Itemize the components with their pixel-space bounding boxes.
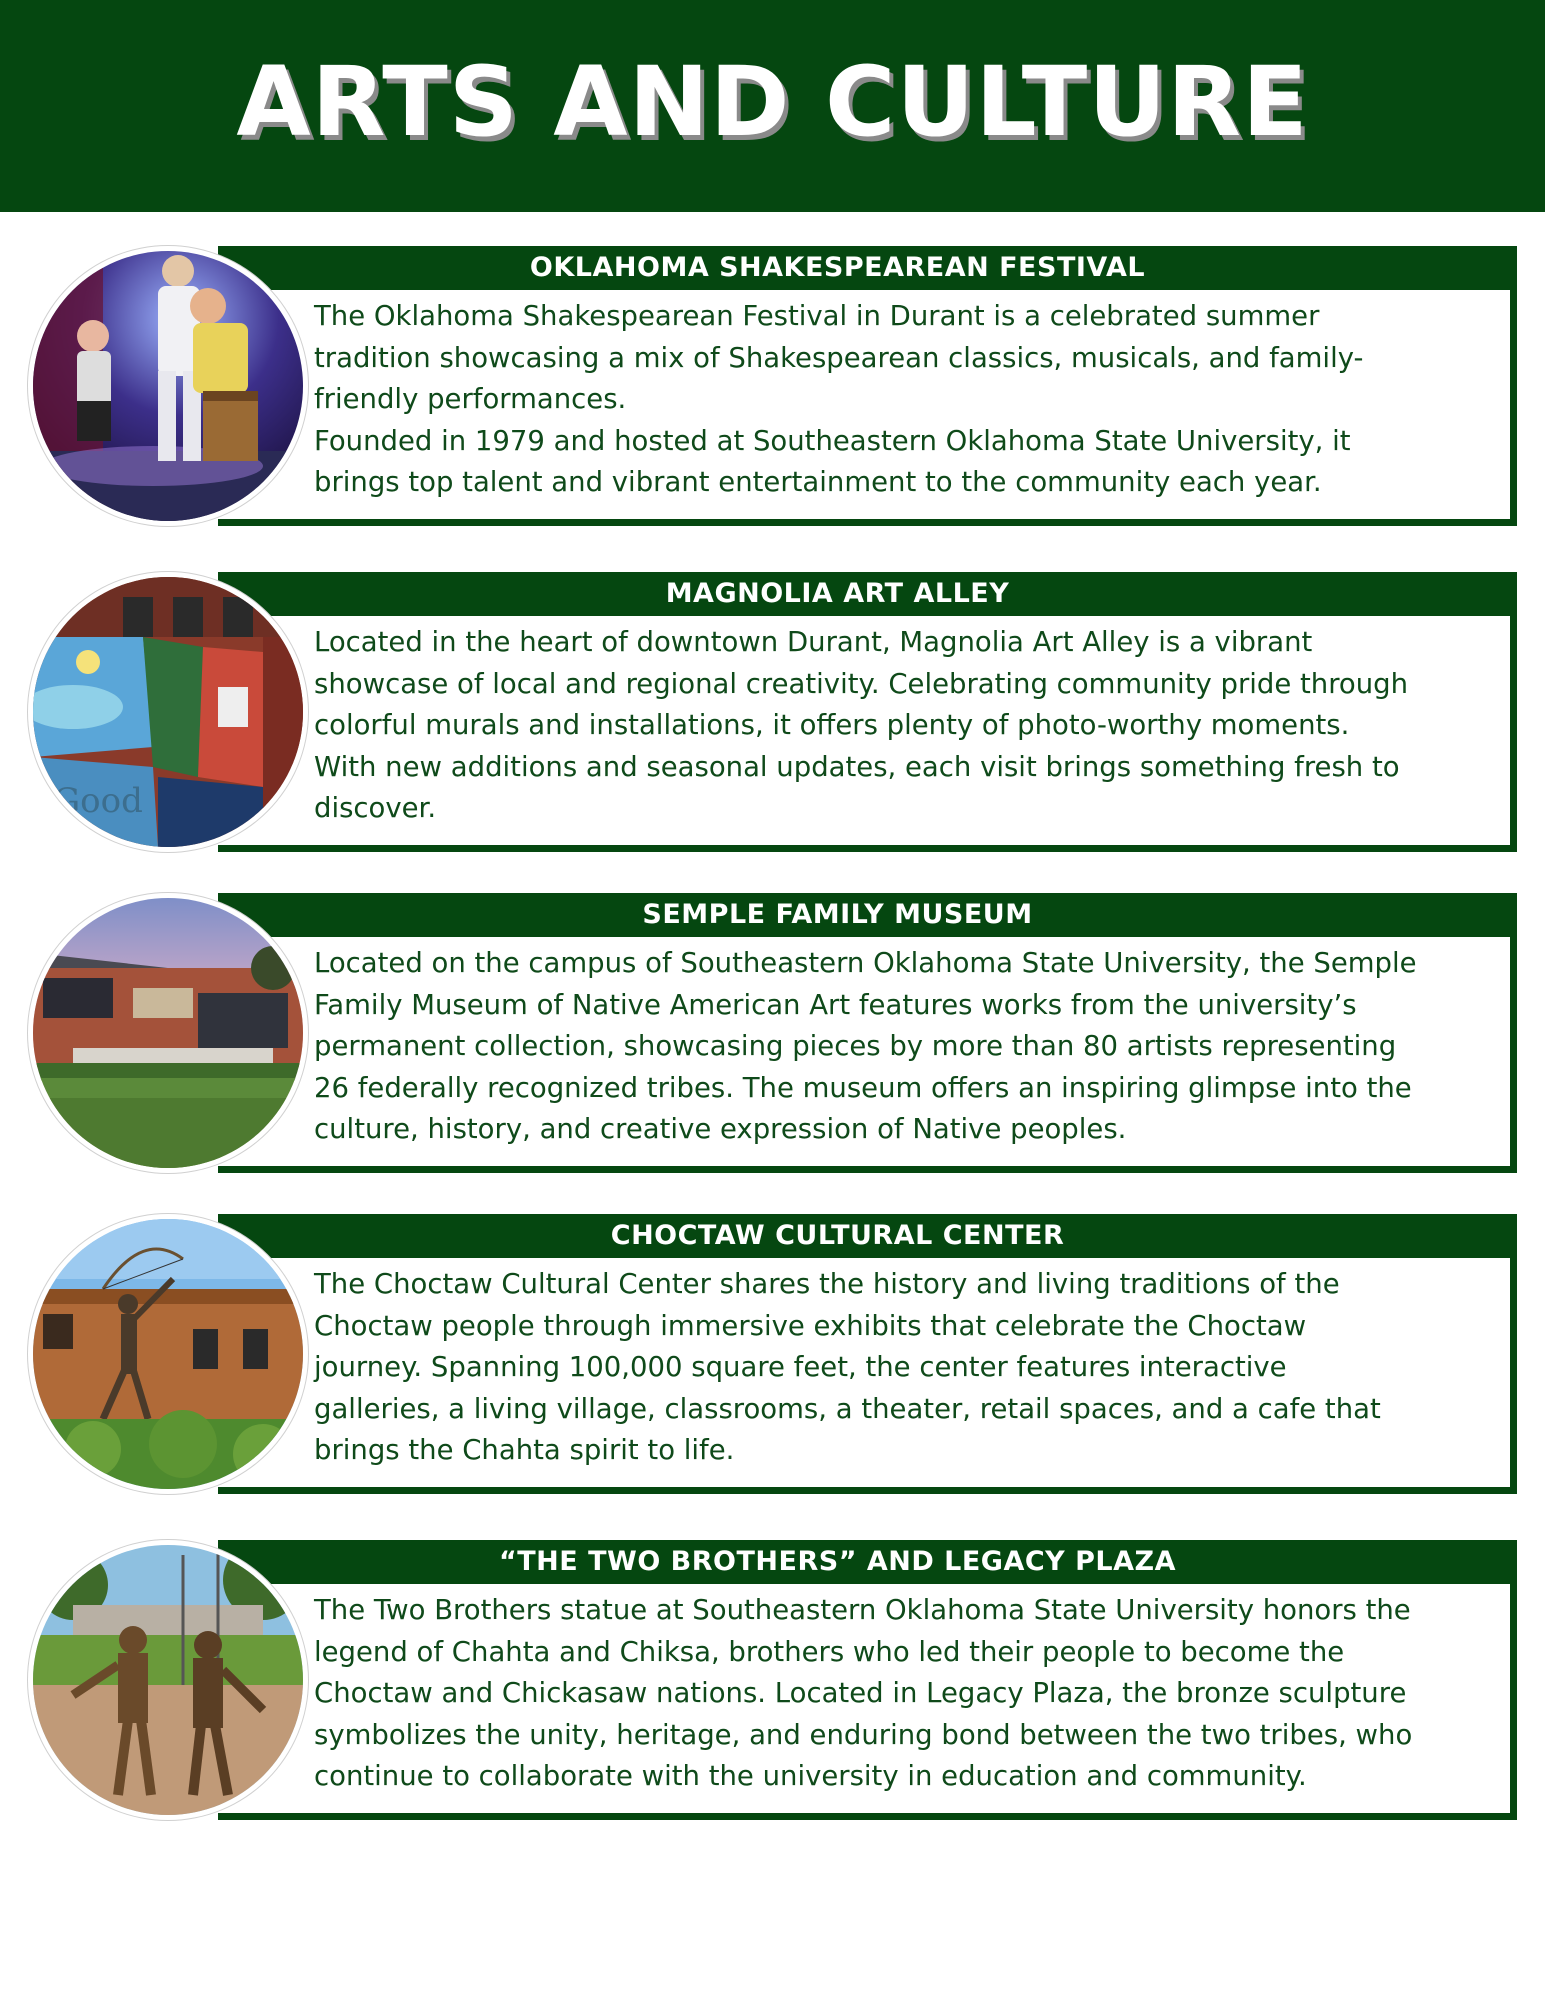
section-description	[314, 943, 1509, 1151]
section-semple-family-museum	[28, 893, 1518, 1175]
text-line: legend of Chahta and Chiksa, brothers who led their people to become the	[314, 1635, 1345, 1668]
text-line: With new additions and seasonal updates, each visit brings something fresh to	[314, 750, 1400, 783]
text-line: journey. Spanning 100,000 square feet, the center features interactive	[314, 1351, 1287, 1383]
section-magnolia-art-alley	[28, 572, 1518, 854]
text-line: brings the Chahta spirit to life.	[314, 1434, 735, 1466]
section-title: CHOCTAW CULTURAL CENTER	[610, 1220, 1065, 1251]
text-line: 26 federally recognized tribes. The museum offers an inspiring glimpse into the	[314, 1071, 1412, 1104]
text-line: Family Museum of Native American Art features works from the university’s	[314, 988, 1357, 1021]
text-line: The Choctaw Cultural Center shares the history and living traditions of the	[314, 1268, 1340, 1300]
text-line: Choctaw and Chickasaw nations. Located in Legacy Plaza, the bronze sculpture	[314, 1677, 1407, 1709]
text-line: showcase of local and regional creativity. Celebrating community pride through	[314, 667, 1409, 700]
text-line: galleries, a living village, classrooms, a theater, retail spaces, and a cafe that	[314, 1392, 1381, 1425]
section-title: OKLAHOMA SHAKESPEAREAN FESTIVAL	[529, 252, 1146, 283]
section-two-brothers-legacy-plaza	[28, 1540, 1518, 1822]
section-description	[314, 622, 1509, 830]
section-title: “THE TWO BROTHERS” AND LEGACY PLAZA	[499, 1546, 1176, 1577]
text-line: continue to collaborate with the university in education and community.	[314, 1760, 1307, 1792]
text-line: friendly performances.	[314, 383, 627, 415]
section-description	[314, 296, 1509, 504]
text-line: Located in the heart of downtown Durant, Magnolia Art Alley is a vibrant	[314, 626, 1313, 658]
text-line: symbolizes the unity, heritage, and enduring bond between the two tribes, who	[314, 1718, 1413, 1751]
text-line: permanent collection, showcasing pieces by more than 80 artists representing	[314, 1030, 1397, 1062]
section-shakespeare-festival	[28, 246, 1518, 528]
text-line: culture, history, and creative expression of Native peoples.	[314, 1113, 1127, 1145]
text-line: Choctaw people through immersive exhibits that celebrate the Choctaw	[314, 1309, 1307, 1342]
museum-building-photo	[28, 893, 308, 1173]
svg-text:Good: Good	[53, 781, 143, 821]
text-line: The Two Brothers statue at Southeastern Oklahoma State University honors the	[314, 1594, 1411, 1626]
page-title: ARTS AND CULTURE	[236, 46, 1309, 158]
bronze-statue-photo	[28, 1540, 308, 1820]
section-description	[314, 1590, 1509, 1798]
text-line: discover.	[314, 792, 437, 824]
text-line: The Oklahoma Shakespearean Festival in Durant is a celebrated summer	[314, 300, 1320, 332]
header-banner	[0, 0, 1545, 212]
section-title: MAGNOLIA ART ALLEY	[665, 578, 1010, 609]
mural-alley-photo	[28, 572, 308, 852]
text-line: colorful murals and installations, it offers plenty of photo-worthy moments.	[314, 709, 1350, 741]
section-choctaw-cultural-center	[28, 1214, 1518, 1496]
text-line: Founded in 1979 and hosted at Southeastern Oklahoma State University, it	[314, 424, 1351, 457]
text-line: tradition showcasing a mix of Shakespearean classics, musicals, and family-	[314, 341, 1364, 374]
theater-performance-photo	[28, 246, 308, 526]
section-title: SEMPLE FAMILY MUSEUM	[642, 899, 1033, 930]
section-description	[314, 1264, 1509, 1472]
text-line: brings top talent and vibrant entertainment to the community each year.	[314, 466, 1322, 498]
archer-statue-photo	[28, 1214, 308, 1494]
text-line: Located on the campus of Southeastern Oklahoma State University, the Semple	[314, 947, 1417, 979]
